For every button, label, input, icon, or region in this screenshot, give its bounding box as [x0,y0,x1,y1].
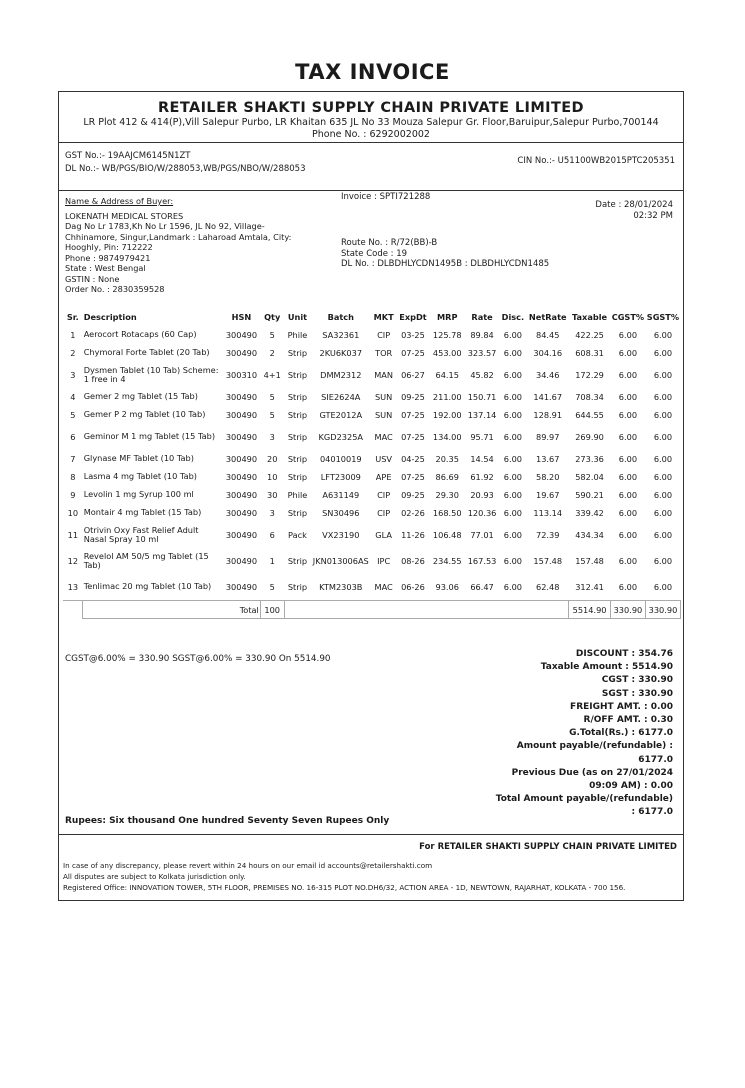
cell-sgst: 6.00 [653,472,673,482]
footer-line: Registered Office: INNOVATION TOWER, 5TH FLOOR, PREMISES NO. 16-315 PLOT NO.DH6/32, ACTION AREA - 1D, NEWTOWN, RAJARHAT, KOLKATA - 700 156. [63,883,626,892]
cell-cgst: 6.00 [618,348,638,358]
col-sgst: SGST% [646,312,680,322]
amount-in-words: Rupees: Six thousand One hundred Seventy Seven Rupees Only [65,816,390,826]
cell-expdt: 07-25 [401,410,425,420]
cell-mkt: CIP [377,508,391,518]
cell-sgst: 6.00 [653,556,673,566]
cell-sgst: 6.00 [653,508,673,518]
buyer-state: State : West Bengal [65,263,146,273]
cell-taxable: 434.34 [575,530,604,540]
cell-sr: 10 [67,508,79,518]
footer-line: In case of any discrepancy, please revert within 24 hours on our email id accounts@retailershakti.com [63,861,433,870]
table-row [63,406,681,424]
freight-line: FREIGHT AMT. : 0.00 [570,701,673,712]
state-code: State Code : 19 [341,248,408,259]
cell-taxable: 608.31 [575,348,604,358]
cell-mkt: CIP [377,490,391,500]
cell-mkt: MAN [374,370,394,380]
cell-description: Chymoral Forte Tablet (20 Tab) [83,347,210,358]
buyer-phone: Phone : 9874979421 [65,252,151,263]
table-row [63,522,681,548]
col-mkt: MKT [373,312,394,322]
for-company-signature: For RETAILER SHAKTI SUPPLY CHAIN PRIVATE LIMITED [419,842,677,852]
cell-disc: 6.00 [503,472,522,482]
empty-cell [284,601,569,619]
cell-description: Geminor M 1 mg Tablet (15 Tab) [83,431,216,442]
cell-description: Levolin 1 mg Syrup 100 ml [83,489,194,500]
invoice-date-block [595,200,673,222]
table-row [63,326,681,344]
col-cgst: CGST% [611,312,645,322]
cell-qty: 6 [269,530,275,540]
buyer-address-line: Hooghly, Pin: 712222 [65,242,153,252]
cell-mkt: MAC [374,432,393,442]
cell-mkt: APE [375,472,392,482]
cell-hsn: 300490 [225,392,258,402]
cell-expdt: 07-25 [401,348,425,358]
cell-hsn: 300490 [225,582,258,592]
cell-sr: 3 [70,370,76,380]
invoice-number: Invoice : SPTI721288 [341,192,431,202]
table-header-row [63,308,681,326]
cell-unit: Strip [287,582,308,592]
cell-cgst: 6.00 [618,392,638,402]
cell-taxable: 708.34 [575,392,604,402]
cell-netrate: 89.97 [536,432,560,442]
cgst-line: CGST : 330.90 [601,675,673,686]
buyer-name: LOKENATH MEDICAL STORES [65,210,184,221]
cell-qty: 5 [269,410,275,420]
cell-disc: 6.00 [503,330,522,340]
table-row [63,450,681,468]
cell-mrp: 64.15 [435,370,459,380]
cell-expdt: 03-25 [401,330,425,340]
cell-mrp: 453.00 [432,348,462,358]
cell-netrate: 128.91 [533,410,563,420]
route-block [341,238,549,270]
col-netrate: NetRate [528,312,567,322]
cell-unit: Strip [287,508,308,518]
cell-disc: 6.00 [503,370,522,380]
table-row [63,424,681,450]
cell-qty: 1 [269,556,275,566]
cell-mrp: 134.00 [432,432,462,442]
cell-sr: 4 [70,392,76,402]
cell-sr: 2 [70,348,76,358]
cell-expdt: 08-26 [401,556,425,566]
cell-netrate: 84.45 [536,330,560,340]
cell-qty: 30 [267,490,278,500]
cell-taxable: 273.36 [575,454,604,464]
cin-number: CIN No.:- U51100WB2015PTC205351 [517,156,675,166]
cell-rate: 89.84 [470,330,494,340]
cell-cgst: 6.00 [618,582,638,592]
cell-expdt: 11-26 [401,530,425,540]
cell-mkt: IPC [377,556,391,566]
buyer-gstin: GSTIN : None [65,273,120,284]
buyer-address-line: Chhinamore, Singur,Landmark : Laharoad Amtala, City: [65,231,292,242]
cell-mkt: SUN [374,392,393,402]
total-sgst: 330.90 [645,601,680,619]
cell-cgst: 6.00 [618,556,638,566]
company-name: RETAILER SHAKTI SUPPLY CHAIN PRIVATE LIMITED [157,100,584,116]
cell-taxable: 590.21 [575,490,604,500]
cell-rate: 95.71 [470,432,494,442]
table-row [63,574,681,601]
cell-disc: 6.00 [503,432,522,442]
cell-batch: GTE2012A [319,410,363,420]
cell-sgst: 6.00 [653,582,673,592]
cell-batch: 2KU6K037 [319,348,363,358]
cell-description: Otrivin Oxy Fast Relief Adult Nasal Spray 10 ml [83,524,199,544]
cell-expdt: 04-25 [401,454,425,464]
cell-rate: 14.54 [470,454,494,464]
total-qty: 100 [260,601,284,619]
footer-notes [63,860,625,893]
cell-unit: Strip [287,454,308,464]
cell-sgst: 6.00 [653,370,673,380]
cell-netrate: 19.67 [536,490,560,500]
cell-disc: 6.00 [503,556,522,566]
cell-hsn: 300490 [225,432,258,442]
cell-sr: 8 [70,472,76,482]
total-label: Total [83,601,261,619]
cell-rate: 61.92 [470,472,494,482]
company-address-block [59,117,683,141]
cell-rate: 120.36 [467,508,497,518]
col-unit: Unit [287,312,308,322]
cell-unit: Strip [287,472,308,482]
col-batch: Batch [327,312,354,322]
buyer-address-line: Dag No Lr 1783,Kh No Lr 1596, JL No 92, Village- [65,221,265,231]
cell-sgst: 6.00 [653,392,673,402]
cell-mkt: TOR [375,348,393,358]
cell-mrp: 86.69 [435,472,459,482]
cell-hsn: 300490 [225,330,258,340]
cell-batch: VX23190 [322,530,360,540]
total-payable-value: : 6177.0 [631,807,673,818]
cell-cgst: 6.00 [618,330,638,340]
cell-mrp: 125.78 [432,330,462,340]
cell-hsn: 300490 [225,508,258,518]
cell-rate: 150.71 [467,392,497,402]
cell-taxable: 312.41 [575,582,604,592]
cell-batch: JKN013006AS [312,556,369,566]
route-number: Route No. : R/72(BB)-B [341,238,438,248]
table-row [63,468,681,486]
cell-disc: 6.00 [503,530,522,540]
cell-hsn: 300490 [225,410,258,420]
cell-qty: 4+1 [263,370,281,380]
cell-rate: 20.93 [470,490,494,500]
cell-hsn: 300490 [225,472,258,482]
cell-expdt: 06-27 [401,370,425,380]
buyer-dl-number: DL No. : DLBDHLYCDN1495B : DLBDHLYCDN1485 [341,259,550,269]
cell-unit: Strip [287,432,308,442]
cell-mkt: MAC [374,582,393,592]
amount-payable-value: 6177.0 [638,754,673,765]
cell-disc: 6.00 [503,454,522,464]
cell-cgst: 6.00 [618,508,638,518]
cell-rate: 323.57 [467,348,497,358]
cell-sr: 13 [67,582,79,592]
cell-batch: KTM2303B [319,582,363,592]
gst-block [65,150,306,176]
cell-rate: 137.14 [467,410,497,420]
col-qty: Qty [264,312,281,322]
cell-rate: 66.47 [470,582,494,592]
cell-description: Gemer P 2 mg Tablet (10 Tab) [83,409,206,420]
cell-sgst: 6.00 [653,454,673,464]
cell-cgst: 6.00 [618,432,638,442]
total-cgst: 330.90 [610,601,645,619]
dl-number: DL No.:- WB/PGS/BIO/W/288053,WB/PGS/NBO/W/288053 [65,164,306,174]
cell-sgst: 6.00 [653,490,673,500]
cell-sr: 6 [70,432,76,442]
cell-qty: 3 [269,508,275,518]
table-row [63,486,681,504]
taxable-amount-line: Taxable Amount : 5514.90 [540,662,673,673]
cell-expdt: 02-26 [401,508,425,518]
cell-hsn: 300490 [225,556,258,566]
cell-sr: 1 [70,330,76,340]
amount-payable-label: Amount payable/(refundable) : [516,741,673,752]
cell-mrp: 29.30 [435,490,459,500]
cell-cgst: 6.00 [618,530,638,540]
cell-netrate: 58.20 [536,472,560,482]
cell-mkt: GLA [375,530,392,540]
cell-batch: DMM2312 [320,370,362,380]
previous-due-label: Previous Due (as on 27/01/2024 [511,767,673,778]
company-address: LR Plot 412 & 414(P),Vill Salepur Purbo, LR Khaitan 635 JL No 33 Mouza Salepur Gr. Floor,Baruipur,Salepur Purbo,700144 [83,117,659,128]
items-table [63,308,681,619]
cell-netrate: 34.46 [536,370,560,380]
cell-qty: 10 [267,472,278,482]
cell-taxable: 644.55 [575,410,604,420]
cell-cgst: 6.00 [618,454,638,464]
cell-rate: 77.01 [470,530,494,540]
tax-breakup-line: CGST@6.00% = 330.90 SGST@6.00% = 330.90 On 5514.90 [65,654,331,664]
cell-mrp: 168.50 [432,508,462,518]
cell-sgst: 6.00 [653,330,673,340]
empty-cell [63,601,83,619]
cell-mkt: SUN [374,410,393,420]
cell-description: Dysmen Tablet (10 Tab) Scheme: 1 free in 4 [83,364,219,384]
cell-hsn: 300310 [225,370,258,380]
cell-qty: 3 [269,432,275,442]
cell-hsn: 300490 [225,530,258,540]
cell-disc: 6.00 [503,392,522,402]
cell-description: Lasma 4 mg Tablet (10 Tab) [83,471,197,482]
cell-description: Tenlimac 20 mg Tablet (10 Tab) [83,581,212,592]
cell-qty: 5 [269,330,275,340]
cell-unit: Strip [287,348,308,358]
divider [59,142,683,143]
gst-number: GST No.:- 19AAJCM6145N1ZT [65,151,191,161]
cell-sgst: 6.00 [653,348,673,358]
table-row [63,362,681,388]
cell-netrate: 62.48 [536,582,560,592]
cell-qty: 20 [267,454,278,464]
footer-line: All disputes are subject to Kolkata jurisdiction only. [63,872,246,881]
table-row [63,388,681,406]
cell-mrp: 211.00 [432,392,462,402]
cell-hsn: 300490 [225,454,258,464]
cell-taxable: 269.90 [575,432,604,442]
cell-cgst: 6.00 [618,370,638,380]
cell-sr: 11 [67,530,79,540]
company-phone: Phone No. : 6292002002 [312,129,430,140]
cell-disc: 6.00 [503,490,522,500]
cell-batch: SN30496 [322,508,360,518]
cell-mrp: 93.06 [435,582,459,592]
cell-batch: A631149 [322,490,360,500]
cell-rate: 45.82 [470,370,494,380]
cell-description: Glynase MF Tablet (10 Tab) [83,453,194,464]
cell-cgst: 6.00 [618,472,638,482]
col-expdt: ExpDt [399,312,427,322]
cell-sgst: 6.00 [653,410,673,420]
cell-expdt: 07-25 [401,472,425,482]
col-hsn: HSN [231,312,252,322]
cell-qty: 5 [269,582,275,592]
total-taxable: 5514.90 [569,601,611,619]
divider [59,834,683,835]
cell-qty: 5 [269,392,275,402]
total-row [63,601,681,619]
col-mrp: MRP [437,312,458,322]
invoice-date: Date : 28/01/2024 [595,200,673,210]
cell-disc: 6.00 [503,410,522,420]
cell-unit: Phile [287,330,308,340]
cell-expdt: 06-26 [401,582,425,592]
cell-disc: 6.00 [503,348,522,358]
cell-unit: Strip [287,392,308,402]
cell-sr: 5 [70,410,76,420]
cell-cgst: 6.00 [618,410,638,420]
cell-sgst: 6.00 [653,432,673,442]
col-rate: Rate [471,312,493,322]
total-payable-label: Total Amount payable/(refundable) [495,794,673,805]
cell-mrp: 106.48 [432,530,462,540]
cell-netrate: 304.16 [533,348,563,358]
cell-sr: 7 [70,454,76,464]
cell-sr: 9 [70,490,76,500]
col-description: Description [83,312,137,322]
cell-batch: KGD2325A [318,432,364,442]
cell-unit: Strip [287,370,308,380]
cell-batch: 04010019 [319,454,362,464]
table-row [63,504,681,522]
cell-expdt: 07-25 [401,432,425,442]
cell-qty: 2 [269,348,275,358]
cell-disc: 6.00 [503,582,522,592]
cell-sr: 12 [67,556,79,566]
cell-batch: SIE2624A [321,392,361,402]
cell-description: Gemer 2 mg Tablet (15 Tab) [83,391,198,402]
cell-netrate: 113.14 [533,508,563,518]
cell-taxable: 582.04 [575,472,604,482]
cell-batch: LFT23009 [320,472,361,482]
cell-description: Aerocort Rotacaps (60 Cap) [83,329,197,340]
cell-unit: Strip [287,556,308,566]
cell-description: Revelol AM 50/5 mg Tablet (15 Tab) [83,550,209,570]
cell-batch: SA32361 [322,330,360,340]
grand-total-line: G.Total(Rs.) : 6177.0 [569,728,673,739]
table-row [63,344,681,362]
buyer-heading: Name & Address of Buyer: [65,196,174,206]
discount-line: DISCOUNT : 354.76 [575,649,673,659]
sgst-line: SGST : 330.90 [601,688,673,699]
col-taxable: Taxable [572,312,608,322]
cell-taxable: 172.29 [575,370,604,380]
cell-taxable: 339.42 [575,508,604,518]
cell-disc: 6.00 [503,508,522,518]
invoice-time: 02:32 PM [633,211,673,221]
cell-hsn: 300490 [225,348,258,358]
cell-unit: Strip [287,410,308,420]
cell-netrate: 72.39 [536,530,560,540]
cell-taxable: 422.25 [575,330,604,340]
col-sr: Sr. [66,312,79,322]
cell-rate: 167.53 [467,556,497,566]
cell-expdt: 09-25 [401,392,425,402]
cell-netrate: 141.67 [533,392,563,402]
buyer-block [65,196,355,295]
cell-taxable: 157.48 [575,556,604,566]
cell-mrp: 192.00 [432,410,462,420]
divider [59,190,683,191]
cell-unit: Phile [287,490,308,500]
invoice-frame [58,91,684,901]
document-title: TAX INVOICE [295,60,450,84]
cell-netrate: 157.48 [533,556,563,566]
cell-cgst: 6.00 [618,490,638,500]
cell-sgst: 6.00 [653,530,673,540]
previous-due-value: 09:09 AM) : 0.00 [589,781,673,792]
roff-line: R/OFF AMT. : 0.30 [583,715,673,726]
cell-hsn: 300490 [225,490,258,500]
cell-mrp: 20.35 [435,454,459,464]
cell-mkt: USV [375,454,393,464]
cell-mrp: 234.55 [432,556,462,566]
cell-mkt: CIP [377,330,391,340]
order-number: Order No. : 2830359528 [65,284,165,294]
cell-netrate: 13.67 [536,454,560,464]
summary-block [473,648,673,820]
cell-expdt: 09-25 [401,490,425,500]
cell-description: Montair 4 mg Tablet (15 Tab) [83,507,202,518]
col-disc: Disc. [501,312,525,322]
cell-unit: Pack [288,530,307,540]
table-row [63,548,681,574]
